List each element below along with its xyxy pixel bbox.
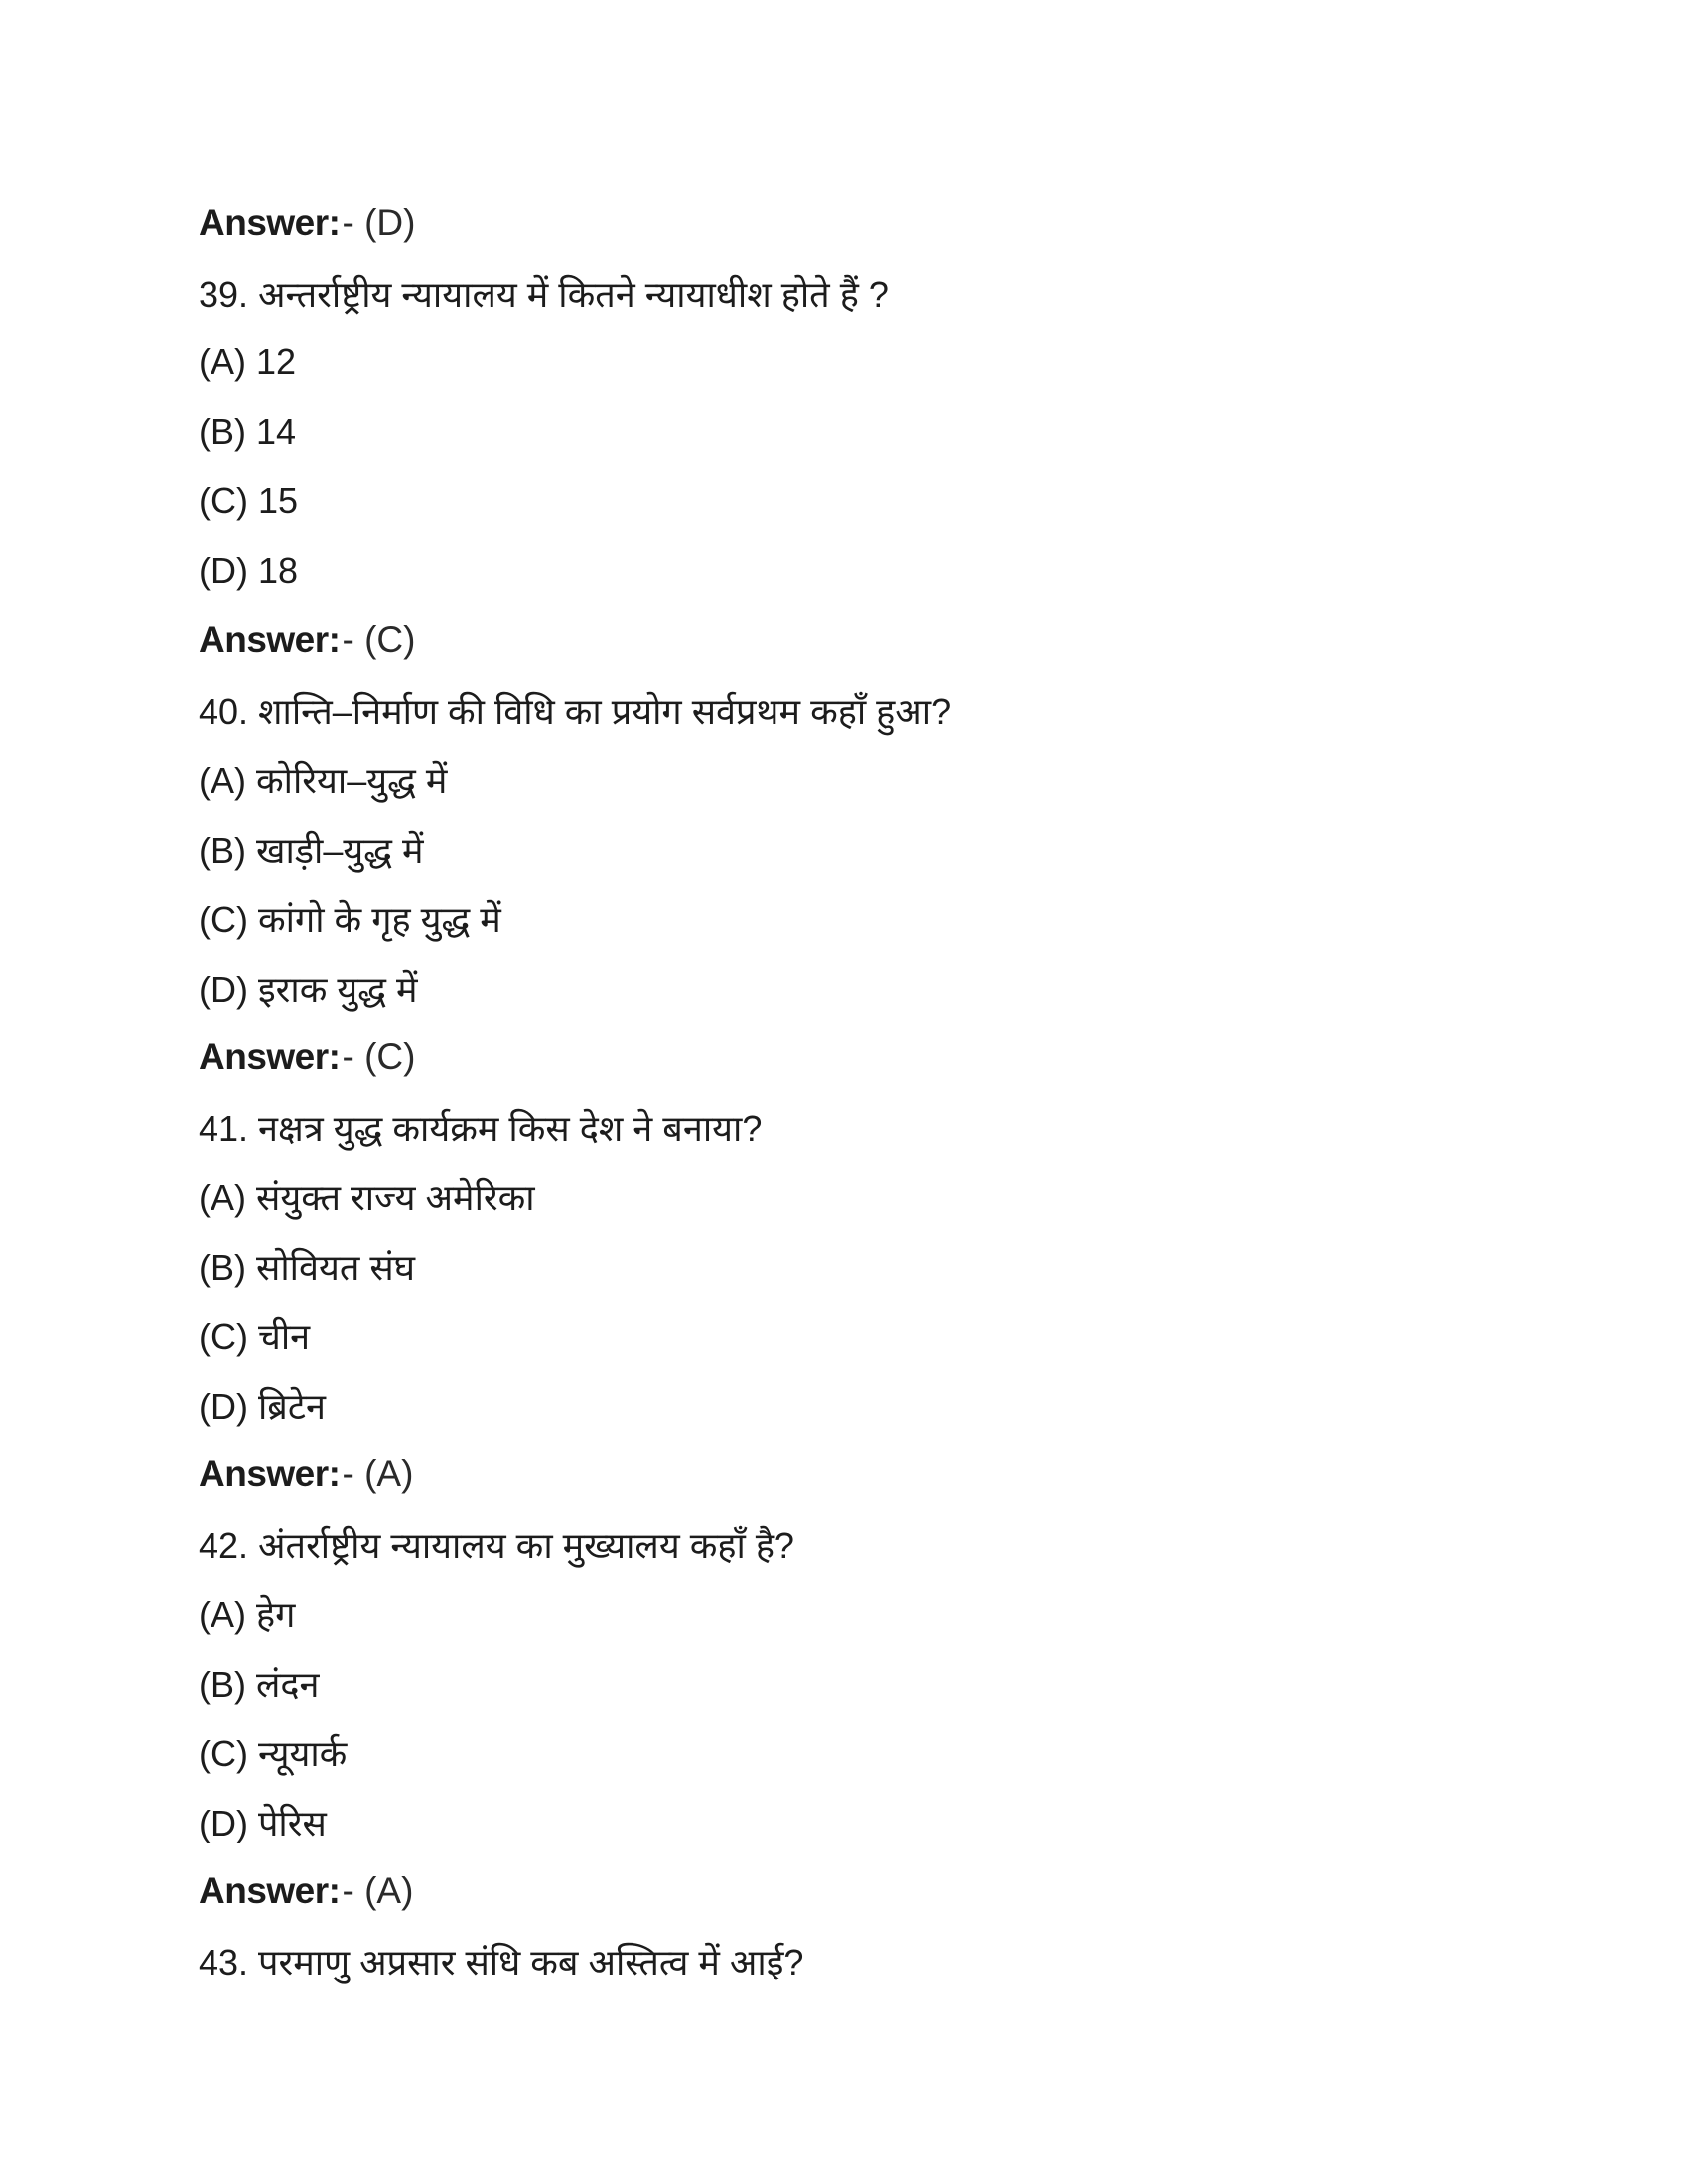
option-line: (D) ब्रिटेन xyxy=(199,1385,326,1427)
option-line: (D) इराक युद्ध में xyxy=(199,968,418,1010)
answer-label: Answer: xyxy=(199,1870,341,1911)
answer-label: Answer: xyxy=(199,1453,341,1494)
answer-value: - (C) xyxy=(342,1036,416,1077)
answer-value: - (A) xyxy=(342,1870,414,1911)
answer-value: - (C) xyxy=(342,619,416,660)
answer-label: Answer: xyxy=(199,1036,341,1077)
answer-line xyxy=(199,606,1609,675)
answer-line xyxy=(199,1856,1609,1926)
option-line: (A) कोरिया–युद्ध में xyxy=(199,759,448,801)
option-line: (A) 12 xyxy=(199,341,297,382)
option-line: (A) संयुक्त राज्य अमेरिका xyxy=(199,1176,535,1218)
question-line: 41. नक्षत्र युद्ध कार्यक्रम किस देश ने बनाया? xyxy=(199,1107,763,1149)
option-line: (D) 18 xyxy=(199,550,299,591)
option-line: (C) न्यूयार्क xyxy=(199,1732,348,1774)
option-line: (C) चीन xyxy=(199,1315,311,1357)
answer-label: Answer: xyxy=(199,619,341,660)
question-line: 42. अंतर्राष्ट्रीय न्यायालय का मुख्यालय कहाँ है? xyxy=(199,1524,794,1566)
question-line: 39. अन्तर्राष्ट्रीय न्यायालय में कितने न्यायाधीश होते हैं ? xyxy=(199,273,889,315)
option-line: (C) कांगो के गृह युद्ध में xyxy=(199,898,501,940)
option-line: (B) 14 xyxy=(199,411,297,452)
option-line: (B) लंदन xyxy=(199,1663,320,1705)
answer-value: - (A) xyxy=(342,1453,414,1494)
answer-label: Answer: xyxy=(199,203,341,243)
answer-value: - (D) xyxy=(342,203,416,243)
option-line: (C) 15 xyxy=(199,480,299,521)
option-line: (A) हेग xyxy=(199,1593,296,1635)
question-line: 40. शान्ति–निर्माण की विधि का प्रयोग सर्वप्रथम कहाँ हुआ? xyxy=(199,690,952,732)
option-line: (B) सोवियत संघ xyxy=(199,1246,416,1288)
question-line: 43. परमाणु अप्रसार संधि कब अस्तित्व में आई? xyxy=(199,1941,804,1982)
option-line: (D) पेरिस xyxy=(199,1802,327,1843)
answer-line xyxy=(199,1023,1609,1092)
option-line: (B) खाड़ी–युद्ध में xyxy=(199,829,424,871)
question-list xyxy=(199,189,1609,1995)
answer-line xyxy=(199,189,1609,258)
answer-line xyxy=(199,1439,1609,1509)
